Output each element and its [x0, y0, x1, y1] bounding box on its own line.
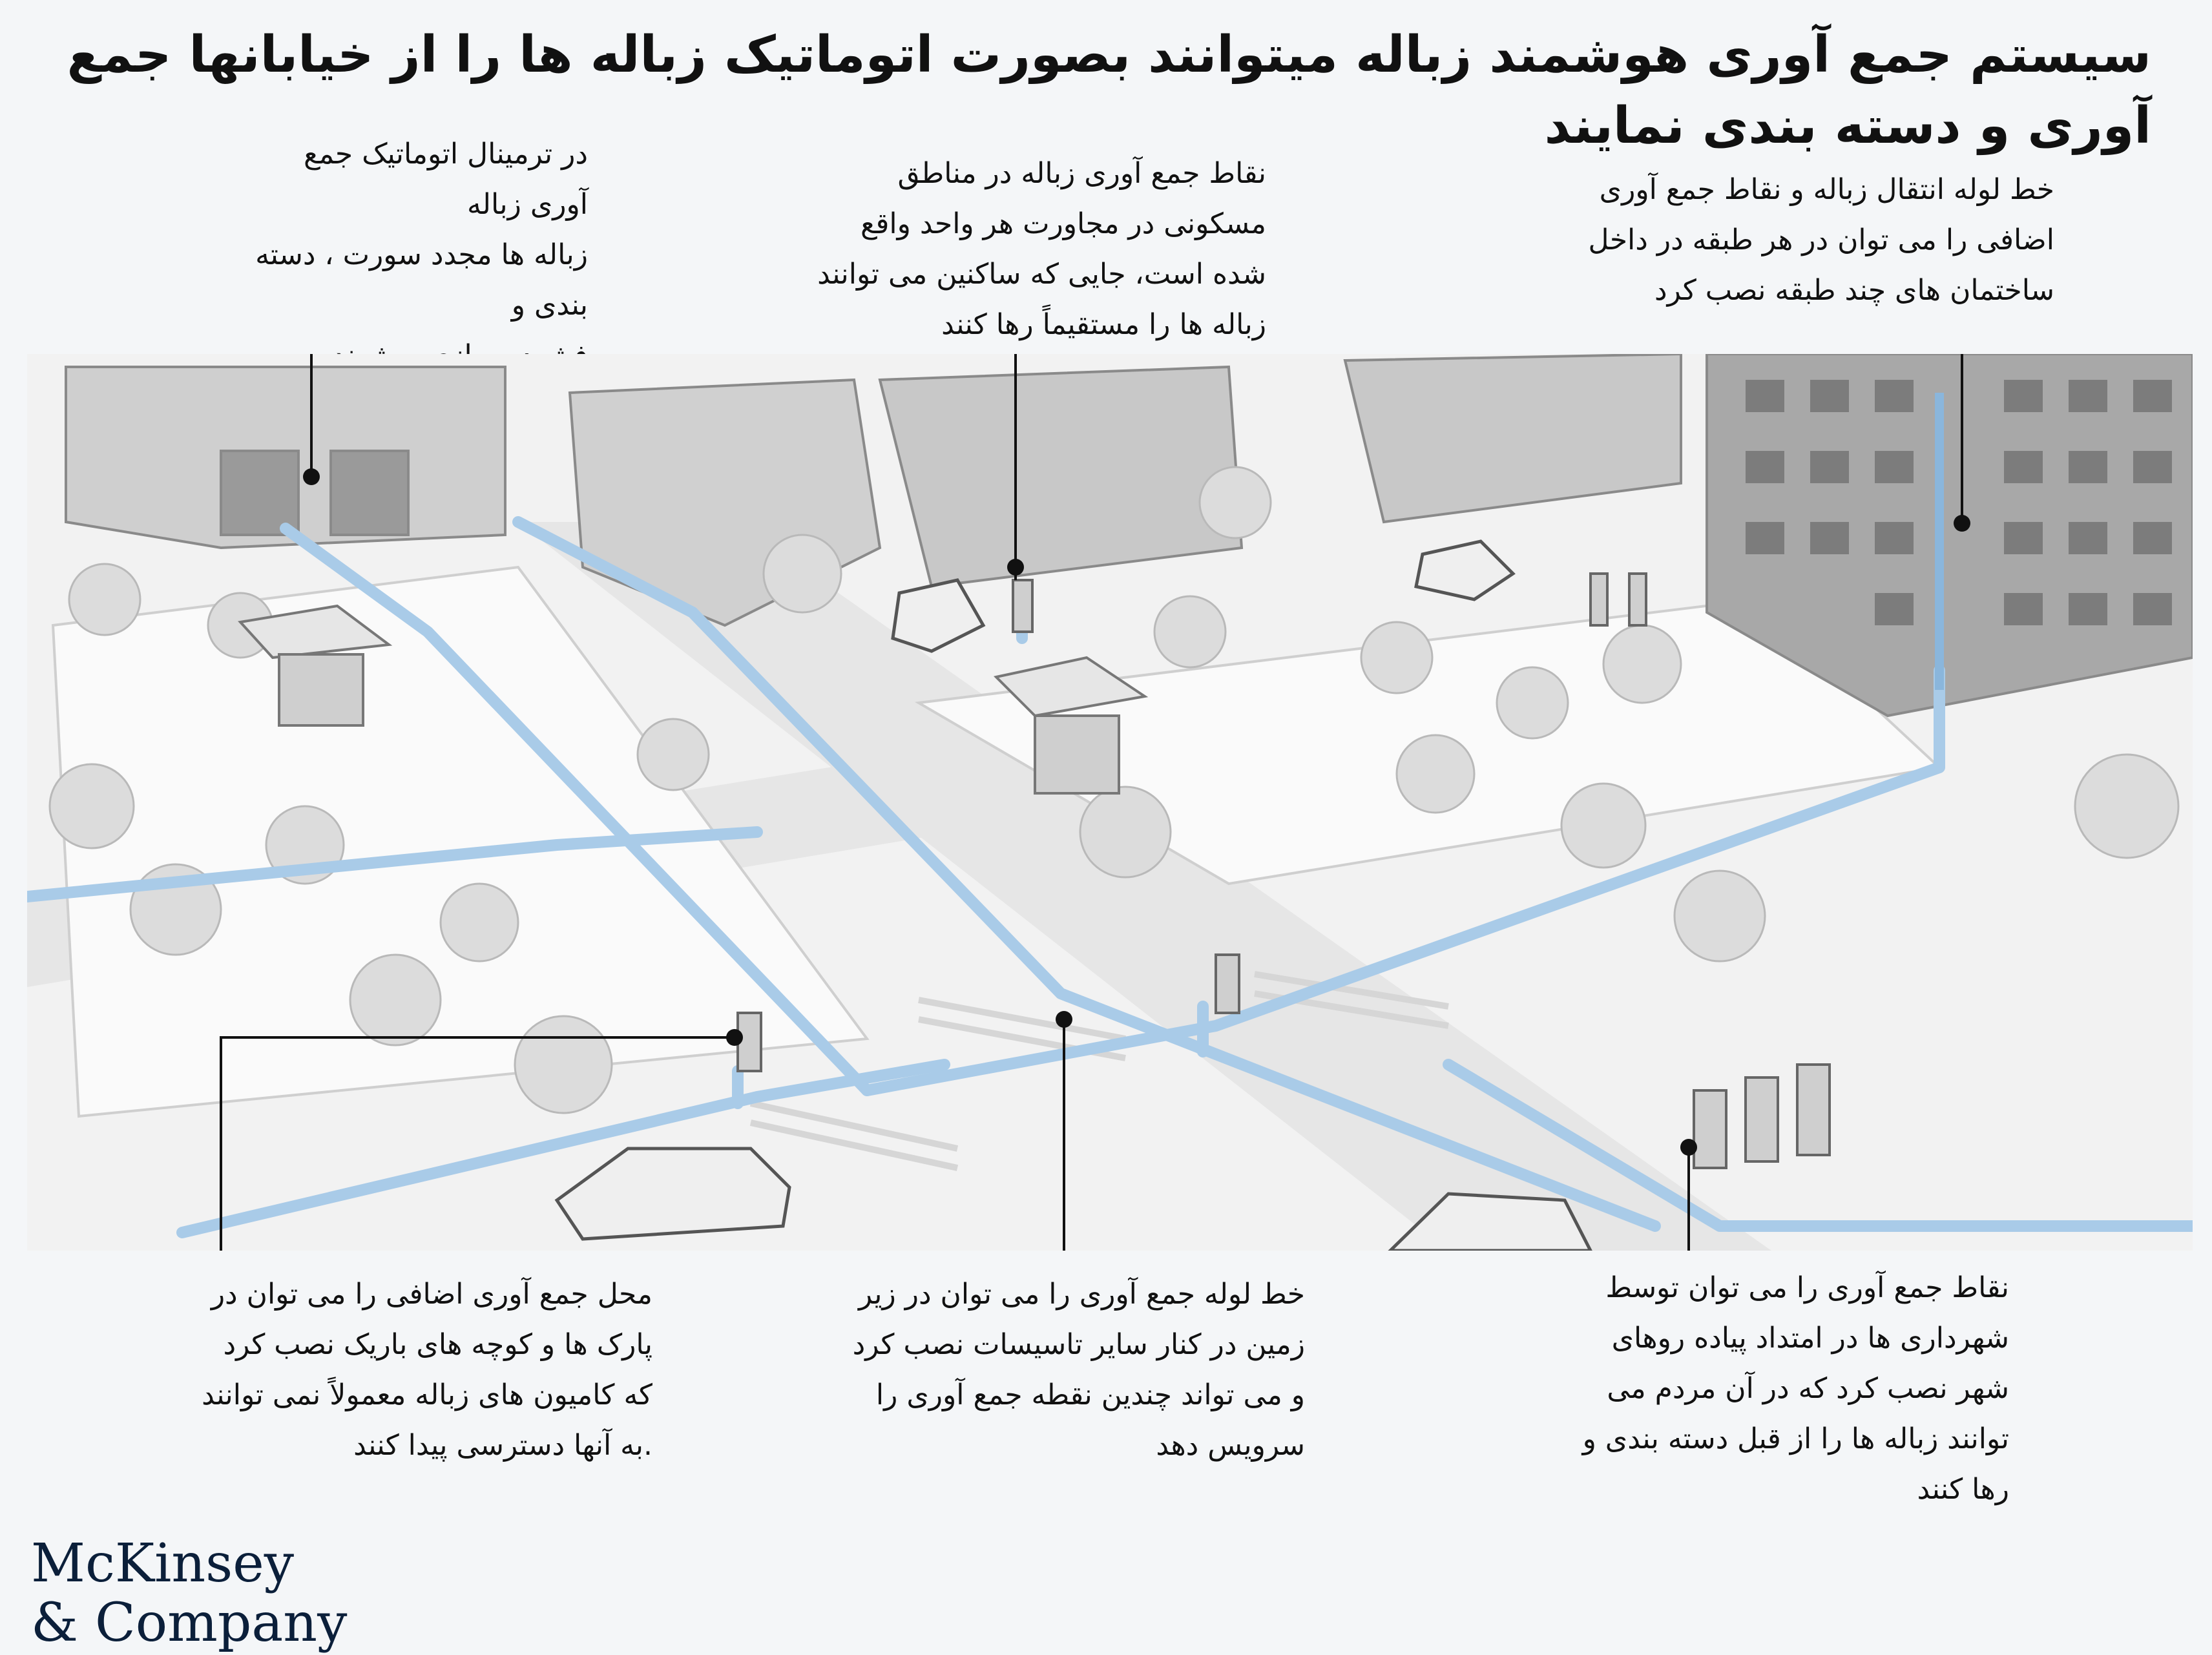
- callout-terminal: در ترمینال اتوماتیک جمع آوری زباله زباله ها مجدد سورت ، دسته بندی و: [255, 138, 588, 322]
- callout-parks: محل جمع آوری اضافی را می توان در پارک ها و کوچه های باریک نصب کرد که کامیون های زباله معمولاً نمی توانند .به آنها دسترسی پیدا کنند: [202, 1278, 652, 1462]
- city-illustration: [27, 354, 2193, 1251]
- terminal-door: [331, 451, 408, 535]
- callout-building: خط لوله انتقال زباله و نقاط جمع آوری اضافی را می توان در هر طبقه در داخل ساختمان های چند طبقه نصب کرد: [1588, 173, 2054, 307]
- callout-pipeline: خط لوله جمع آوری را می توان در زیر زمین در کنار سایر تاسیسات نصب کرد و می تواند چندین نقطه جمع آوری را سرویس دهد: [852, 1278, 1305, 1462]
- house: [880, 367, 1242, 587]
- terminal-door: [221, 451, 298, 535]
- brand-logo: [31, 1534, 347, 1653]
- brand-line-2: & Company: [31, 1592, 348, 1654]
- page-title: سیستم جمع آوری هوشمند زباله میتوانند بصورت اتوماتیک زباله ها را از خیابانها جمع آوری و دسته بندی نمایند: [67, 26, 2151, 155]
- callout-sidewalk: نقاط جمع آوری را می توان توسط شهرداری ها در امتداد پیاده روهای شهر نصب کرد که در آن مردم می توانند زباله ها را از قبل دسته بندی و رها کنند: [1582, 1271, 2009, 1506]
- callout-residential: نقاط جمع آوری زباله در مناطق مسکونی در مجاورت هر واحد واقع شده است، جایی که ساکنین می توانند زباله ها را مستقیماً رها کنند: [817, 157, 1266, 341]
- brand-line-1: McKinsey: [31, 1533, 295, 1594]
